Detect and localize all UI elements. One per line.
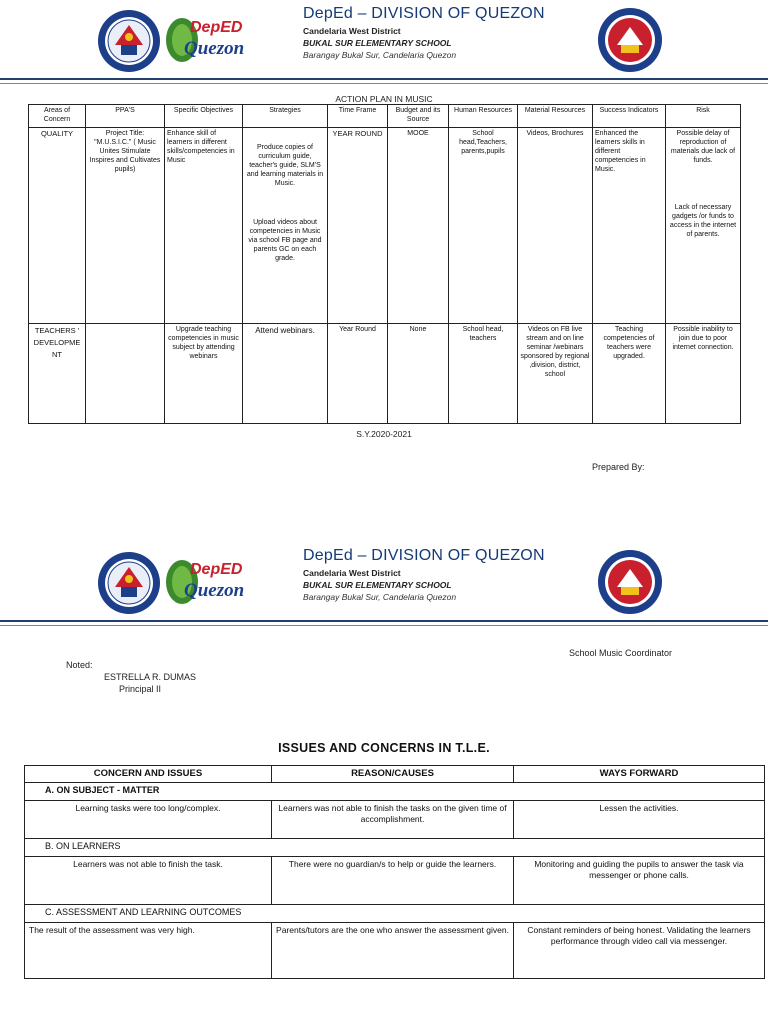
column-header: Strategies [243,105,328,128]
risk-text: Lack of necessary gadgets /or funds to access in the internet of parents. [669,204,737,238]
issues-header-row [25,766,765,783]
column-header: Areas of Concern [29,105,86,128]
school-address: Barangay Bukal Sur, Candelaria Quezon [303,50,457,60]
column-header: Success Indicators [593,105,666,128]
strategy-text: Upload videos about competencies in Music via school FB page and parents GC on each grade. [248,219,322,262]
column-header: Material Resources [518,105,593,128]
reason-cell: Parents/tutors are the one who answer the assessment given. [272,923,514,979]
table-row [29,324,741,424]
school-name: BUKAL SUR ELEMENTARY SCHOOL [303,580,452,590]
column-header: Time Frame [328,105,388,128]
district-name: Candelaria West District [303,568,401,578]
table-cell: MOOE [388,128,449,324]
district-name: Candelaria West District [303,26,401,36]
section-row [25,783,765,801]
principal-title: Principal II [119,684,162,694]
table-cell: YEAR ROUND [328,128,388,324]
svg-text:DepED: DepED [190,19,243,36]
table-cell: TEACHERS ' DEVELOPMENT [29,324,86,424]
school-seal-icon [597,7,663,73]
prepared-by-label: Prepared By: [592,462,645,472]
division-title: DepEd – DIVISION OF QUEZON [303,547,545,564]
table-cell [243,128,328,324]
deped-seal-icon [97,551,161,615]
svg-text:Quezon: Quezon [184,38,245,59]
column-header: CONCERN AND ISSUES [25,766,272,783]
noted-label: Noted: [66,660,93,670]
table-cell [666,128,741,324]
principal-name: ESTRELLA R. DUMAS [104,672,197,682]
letterhead-bottom [0,542,768,632]
concern-cell: Learning tasks were too long/complex. [25,801,272,839]
section-row [25,905,765,923]
table-cell: Upgrade teaching competencies in music subject by attending webinars [165,324,243,424]
deped-quezon-logo-icon [162,552,252,612]
concern-cell: The result of the assessment was very high. [25,923,272,979]
action-plan-table [28,104,741,424]
section-label: A. ON SUBJECT - MATTER [25,783,765,801]
section-row [25,839,765,857]
table-cell: Enhance skill of learners in different skills/competencies in Music [165,128,243,324]
table-cell: Teaching competencies of teachers were upgraded. [593,324,666,424]
column-header: Budget and its Source [388,105,449,128]
strategy-text: Produce copies of curriculum guide, teacher's guide, SLM'S and learning materials in Music. [246,144,324,187]
action-plan-title: ACTION PLAN IN MUSIC [335,94,433,104]
table-row [25,923,765,979]
table-cell: Videos on FB live stream and on line seminar /webinars sponsored by regional ,division, district, school [518,324,593,424]
table-cell: Videos, Brochures [518,128,593,324]
risk-text: Possible delay of reproduction of materials due lack of funds. [670,130,736,164]
table-cell: School head, teachers [449,324,518,424]
deped-quezon-logo-icon [162,10,252,70]
table-row [25,857,765,905]
reason-cell: Learners was not able to finish the tasks on the given time of accomplishment. [272,801,514,839]
school-seal-icon [597,549,663,615]
concern-cell: Learners was not able to finish the task. [25,857,272,905]
table-row [29,128,741,324]
table-cell: Year Round [328,324,388,424]
division-title: DepEd – DIVISION OF QUEZON [303,5,545,22]
table-cell: Possible inability to join due to poor internet connection. [666,324,741,424]
column-header: Risk [666,105,741,128]
column-header: PPA'S [86,105,165,128]
issues-table [24,765,765,979]
column-header: Human Resources [449,105,518,128]
ways-cell: Constant reminders of being honest. Validating the learners performance through video call via messenger. [514,923,765,979]
deped-seal-icon [97,9,161,73]
svg-text:DepED: DepED [190,561,243,578]
section-label: C. ASSESSMENT AND LEARNING OUTCOMES [25,905,765,923]
column-header: Specific Objectives [165,105,243,128]
table-cell: Project Title: "M.U.S.I.C." ( Music Unites Stimulate Inspires and Cultivates pupils) [86,128,165,324]
school-address: Barangay Bukal Sur, Candelaria Quezon [303,592,457,602]
ways-cell: Lessen the activities. [514,801,765,839]
letterhead-top [0,0,768,90]
column-header: WAYS FORWARD [514,766,765,783]
table-cell [86,324,165,424]
issues-title: ISSUES AND CONCERNS IN T.L.E. [278,741,490,755]
school-year: S.Y.2020-2021 [356,429,412,439]
school-name: BUKAL SUR ELEMENTARY SCHOOL [303,38,452,48]
coordinator-title: School Music Coordinator [569,648,673,658]
ways-cell: Monitoring and guiding the pupils to answer the task via messenger or phone calls. [514,857,765,905]
table-cell: Attend webinars. [243,324,328,424]
table-cell: None [388,324,449,424]
table-row [25,801,765,839]
svg-text:Quezon: Quezon [184,580,245,601]
table-cell: QUALITY [29,128,86,324]
section-label: B. ON LEARNERS [25,839,765,857]
action-plan-header-row [29,105,741,128]
table-cell: Enhanced the learners skills in different competencies in Music. [593,128,666,324]
reason-cell: There were no guardian/s to help or guide the learners. [272,857,514,905]
column-header: REASON/CAUSES [272,766,514,783]
table-cell: School head,Teachers, parents,pupils [449,128,518,324]
